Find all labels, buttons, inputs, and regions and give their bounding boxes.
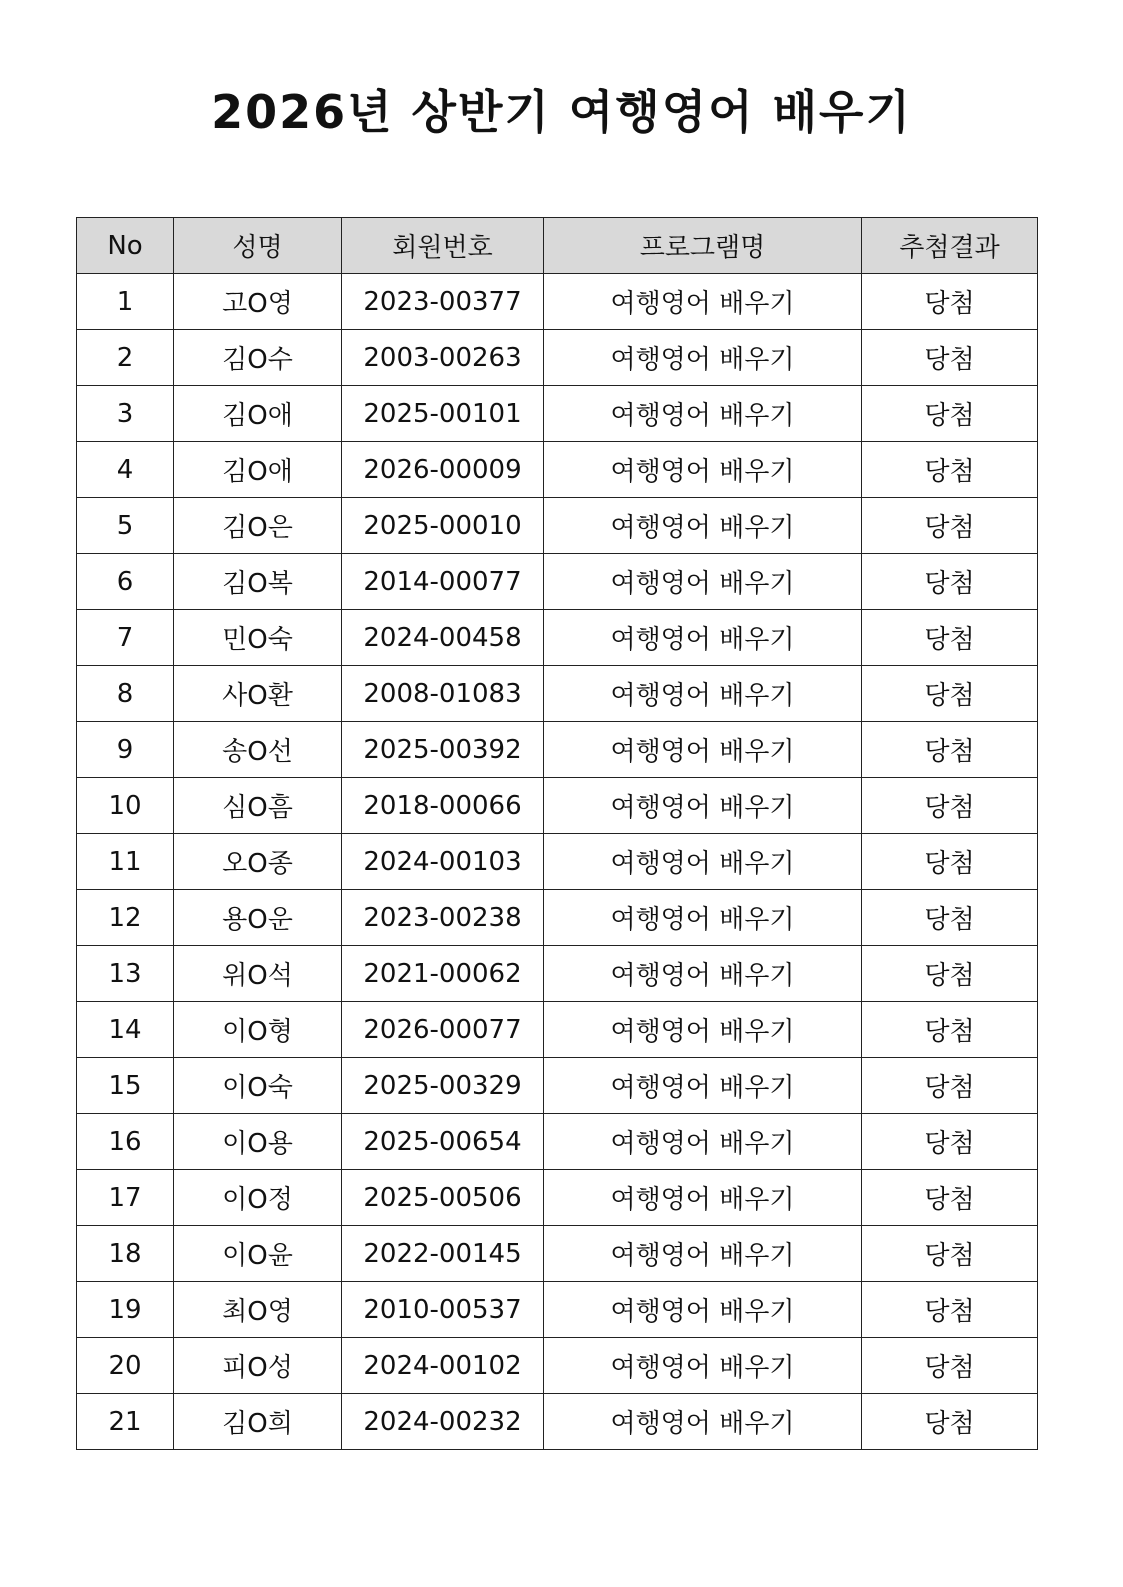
cell-program-name: 여행영어 배우기 <box>544 834 862 890</box>
cell-no: 5 <box>77 498 174 554</box>
cell-program-name: 여행영어 배우기 <box>544 778 862 834</box>
cell-draw-result: 당첨 <box>862 1282 1038 1338</box>
cell-program-name: 여행영어 배우기 <box>544 554 862 610</box>
table-row <box>77 1170 1038 1226</box>
header-program-name: 프로그램명 <box>544 218 862 274</box>
table-row <box>77 274 1038 330</box>
cell-draw-result: 당첨 <box>862 442 1038 498</box>
cell-member-number: 2024-00232 <box>342 1394 544 1450</box>
cell-member-number: 2026-00077 <box>342 1002 544 1058</box>
cell-no: 2 <box>77 330 174 386</box>
cell-draw-result: 당첨 <box>862 554 1038 610</box>
cell-member-number: 2018-00066 <box>342 778 544 834</box>
table-row <box>77 722 1038 778</box>
cell-program-name: 여행영어 배우기 <box>544 1114 862 1170</box>
cell-program-name: 여행영어 배우기 <box>544 722 862 778</box>
cell-program-name: 여행영어 배우기 <box>544 1394 862 1450</box>
cell-member-number: 2024-00458 <box>342 610 544 666</box>
cell-member-number: 2023-00377 <box>342 274 544 330</box>
cell-program-name: 여행영어 배우기 <box>544 386 862 442</box>
cell-no: 4 <box>77 442 174 498</box>
cell-name: 이O윤 <box>174 1226 342 1282</box>
cell-draw-result: 당첨 <box>862 1114 1038 1170</box>
cell-name: 심O흠 <box>174 778 342 834</box>
cell-name: 김O애 <box>174 386 342 442</box>
table-row <box>77 1394 1038 1450</box>
cell-program-name: 여행영어 배우기 <box>544 1002 862 1058</box>
cell-member-number: 2008-01083 <box>342 666 544 722</box>
cell-member-number: 2025-00101 <box>342 386 544 442</box>
cell-draw-result: 당첨 <box>862 722 1038 778</box>
cell-member-number: 2025-00329 <box>342 1058 544 1114</box>
table-row <box>77 890 1038 946</box>
table-row <box>77 554 1038 610</box>
cell-name: 김O은 <box>174 498 342 554</box>
cell-name: 용O운 <box>174 890 342 946</box>
cell-no: 16 <box>77 1114 174 1170</box>
table-row <box>77 330 1038 386</box>
table-row <box>77 1282 1038 1338</box>
cell-member-number: 2025-00506 <box>342 1170 544 1226</box>
cell-member-number: 2010-00537 <box>342 1282 544 1338</box>
cell-no: 13 <box>77 946 174 1002</box>
cell-name: 김O애 <box>174 442 342 498</box>
cell-member-number: 2023-00238 <box>342 890 544 946</box>
cell-program-name: 여행영어 배우기 <box>544 1338 862 1394</box>
cell-draw-result: 당첨 <box>862 1058 1038 1114</box>
cell-member-number: 2024-00102 <box>342 1338 544 1394</box>
cell-name: 오O종 <box>174 834 342 890</box>
table-row <box>77 386 1038 442</box>
cell-draw-result: 당첨 <box>862 1394 1038 1450</box>
cell-no: 14 <box>77 1002 174 1058</box>
cell-no: 9 <box>77 722 174 778</box>
cell-member-number: 2021-00062 <box>342 946 544 1002</box>
cell-program-name: 여행영어 배우기 <box>544 1282 862 1338</box>
table-row <box>77 1002 1038 1058</box>
cell-name: 김O희 <box>174 1394 342 1450</box>
header-row <box>77 218 1038 274</box>
cell-program-name: 여행영어 배우기 <box>544 610 862 666</box>
cell-no: 20 <box>77 1338 174 1394</box>
table-row <box>77 946 1038 1002</box>
cell-program-name: 여행영어 배우기 <box>544 666 862 722</box>
cell-draw-result: 당첨 <box>862 946 1038 1002</box>
table-row <box>77 610 1038 666</box>
cell-program-name: 여행영어 배우기 <box>544 1226 862 1282</box>
header-name: 성명 <box>174 218 342 274</box>
cell-program-name: 여행영어 배우기 <box>544 946 862 1002</box>
cell-name: 사O환 <box>174 666 342 722</box>
cell-no: 1 <box>77 274 174 330</box>
cell-draw-result: 당첨 <box>862 386 1038 442</box>
cell-name: 최O영 <box>174 1282 342 1338</box>
cell-no: 11 <box>77 834 174 890</box>
cell-name: 이O용 <box>174 1114 342 1170</box>
cell-member-number: 2025-00392 <box>342 722 544 778</box>
cell-name: 이O형 <box>174 1002 342 1058</box>
cell-name: 위O석 <box>174 946 342 1002</box>
table-row <box>77 666 1038 722</box>
header-no: No <box>77 218 174 274</box>
table-row <box>77 1114 1038 1170</box>
cell-draw-result: 당첨 <box>862 890 1038 946</box>
cell-program-name: 여행영어 배우기 <box>544 1058 862 1114</box>
header-draw-result: 추첨결과 <box>862 218 1038 274</box>
cell-member-number: 2014-00077 <box>342 554 544 610</box>
cell-draw-result: 당첨 <box>862 274 1038 330</box>
cell-member-number: 2003-00263 <box>342 330 544 386</box>
cell-program-name: 여행영어 배우기 <box>544 274 862 330</box>
cell-no: 17 <box>77 1170 174 1226</box>
cell-member-number: 2025-00654 <box>342 1114 544 1170</box>
cell-member-number: 2024-00103 <box>342 834 544 890</box>
header-member-number: 회원번호 <box>342 218 544 274</box>
cell-draw-result: 당첨 <box>862 330 1038 386</box>
cell-name: 이O정 <box>174 1170 342 1226</box>
cell-name: 고O영 <box>174 274 342 330</box>
cell-no: 21 <box>77 1394 174 1450</box>
cell-draw-result: 당첨 <box>862 1226 1038 1282</box>
cell-draw-result: 당첨 <box>862 498 1038 554</box>
cell-member-number: 2026-00009 <box>342 442 544 498</box>
cell-draw-result: 당첨 <box>862 834 1038 890</box>
cell-no: 8 <box>77 666 174 722</box>
cell-no: 3 <box>77 386 174 442</box>
cell-name: 민O숙 <box>174 610 342 666</box>
cell-no: 10 <box>77 778 174 834</box>
cell-name: 이O숙 <box>174 1058 342 1114</box>
cell-name: 김O수 <box>174 330 342 386</box>
cell-member-number: 2022-00145 <box>342 1226 544 1282</box>
table-row <box>77 442 1038 498</box>
cell-draw-result: 당첨 <box>862 666 1038 722</box>
cell-member-number: 2025-00010 <box>342 498 544 554</box>
cell-no: 6 <box>77 554 174 610</box>
cell-name: 송O선 <box>174 722 342 778</box>
table-header <box>77 218 1038 274</box>
lottery-result-table <box>76 217 1038 1450</box>
cell-name: 피O성 <box>174 1338 342 1394</box>
cell-no: 18 <box>77 1226 174 1282</box>
cell-program-name: 여행영어 배우기 <box>544 442 862 498</box>
cell-draw-result: 당첨 <box>862 1002 1038 1058</box>
table-row <box>77 1058 1038 1114</box>
cell-program-name: 여행영어 배우기 <box>544 890 862 946</box>
cell-no: 15 <box>77 1058 174 1114</box>
table-body <box>77 274 1038 1450</box>
cell-draw-result: 당첨 <box>862 610 1038 666</box>
cell-program-name: 여행영어 배우기 <box>544 1170 862 1226</box>
cell-program-name: 여행영어 배우기 <box>544 330 862 386</box>
page-title: 2026년 상반기 여행영어 배우기 <box>211 85 912 139</box>
cell-no: 12 <box>77 890 174 946</box>
table-row <box>77 778 1038 834</box>
table-row <box>77 1226 1038 1282</box>
cell-program-name: 여행영어 배우기 <box>544 498 862 554</box>
table-row <box>77 1338 1038 1394</box>
table-row <box>77 834 1038 890</box>
table-row <box>77 498 1038 554</box>
cell-draw-result: 당첨 <box>862 1170 1038 1226</box>
cell-no: 7 <box>77 610 174 666</box>
cell-no: 19 <box>77 1282 174 1338</box>
cell-draw-result: 당첨 <box>862 1338 1038 1394</box>
cell-name: 김O복 <box>174 554 342 610</box>
cell-draw-result: 당첨 <box>862 778 1038 834</box>
